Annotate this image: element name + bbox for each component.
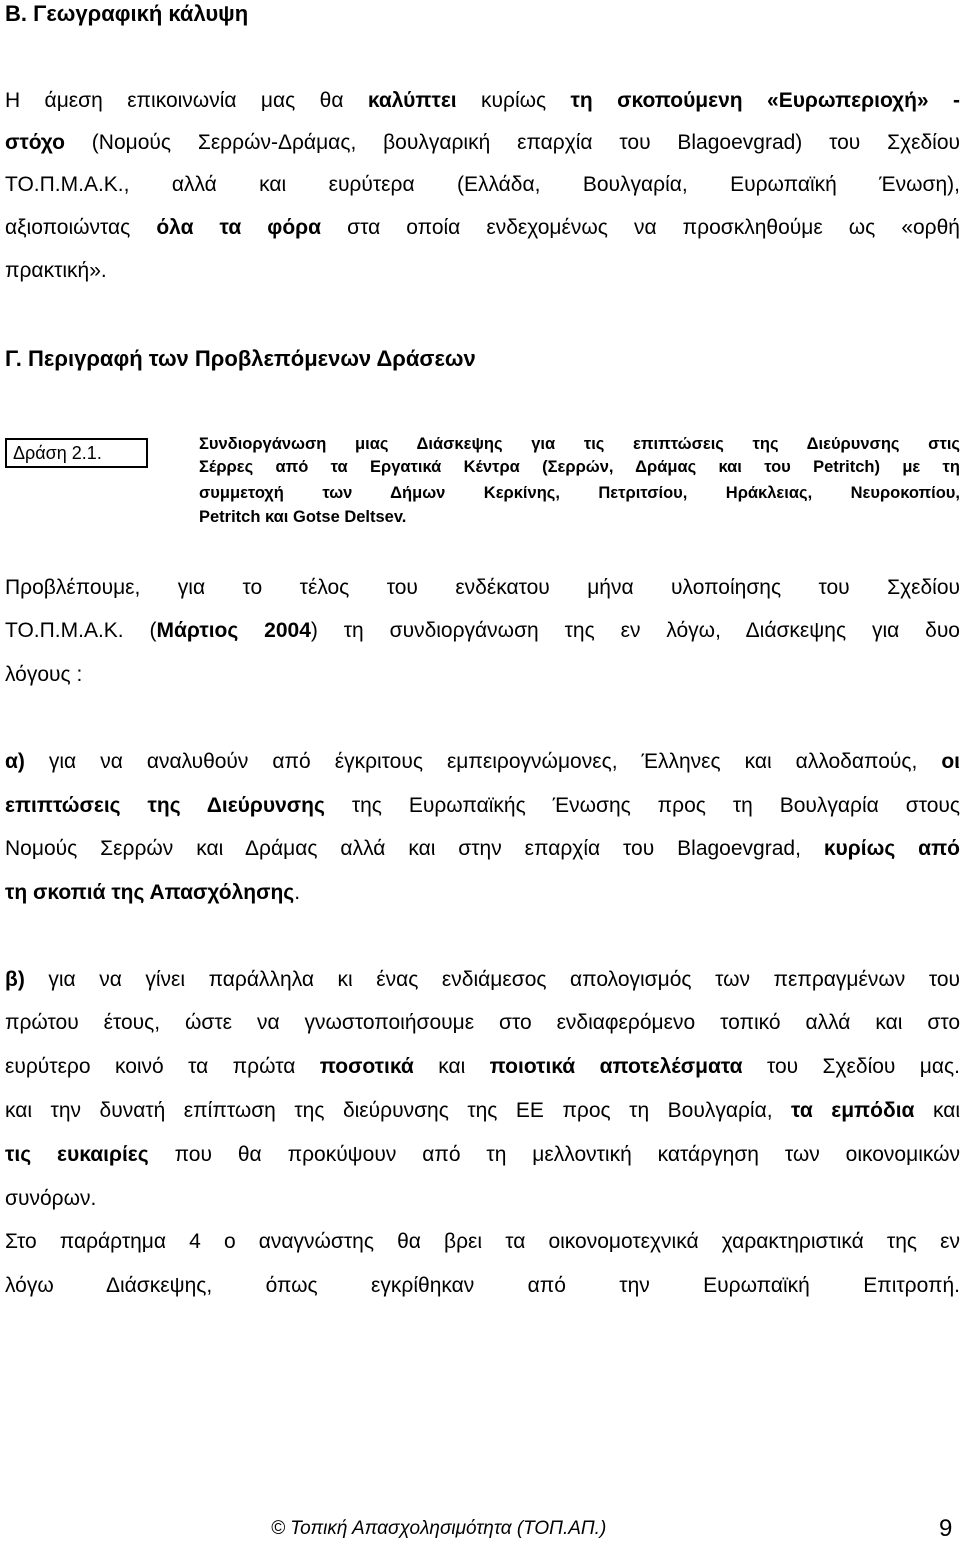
- bold-run: στόχο: [5, 131, 65, 154]
- section-g-heading: Γ. Περιγραφή των Προβλεπόμενων Δράσεων: [5, 346, 476, 371]
- text-run: και: [914, 1099, 960, 1122]
- paragraph-line: [5, 836, 960, 862]
- page-footer: © Τοπική Απασχολησιμότητα (ΤΟΠ.ΑΠ.): [271, 1518, 607, 1539]
- text-run: στα οποία ενδεχομένως να προσκληθούμε ως «ορθή: [321, 216, 960, 239]
- text-run: Η άμεση επικοινωνία μας θα: [5, 89, 368, 112]
- bold-run: ποσοτικά: [319, 1055, 414, 1078]
- paragraph-line: λόγω Διάσκεψης, όπως εγκρίθηκαν από την Ευρωπαϊκή Επιτροπή.: [5, 1274, 960, 1297]
- text-run: της Ευρωπαϊκής Ένωσης προς τη Βουλγαρία στους: [324, 794, 960, 817]
- bold-run: επιπτώσεις της Διεύρυνσης: [5, 794, 325, 817]
- paragraph-line: [5, 215, 960, 241]
- text-run: κυρίως: [456, 89, 571, 112]
- text-run: για να γίνει παράλληλα κι ένας ενδιάμεσος απολογισμός των πεπραγμένων του: [24, 968, 960, 991]
- text-run: και την δυνατή επίπτωση της διεύρυνσης της ΕΕ προς τη Βουλγαρία,: [5, 1099, 792, 1122]
- bold-run: τις ευκαιρίες: [5, 1143, 149, 1166]
- paragraph-line: [5, 88, 960, 114]
- text-run: αξιοποιώντας: [5, 216, 157, 239]
- paragraph-line: [5, 1142, 960, 1168]
- bold-run: Μάρτιος 2004: [156, 619, 311, 642]
- paragraph-line: [5, 1054, 960, 1080]
- action-description-line: Σέρρες από τα Εργατικά Κέντρα (Σερρών, Δράμας και του Petritch) με τη: [199, 458, 960, 476]
- action-description-line: Petritch και Gotse Deltsev.: [199, 508, 407, 526]
- bold-run: όλα τα φόρα: [156, 216, 322, 239]
- paragraph-line: πρακτική».: [5, 259, 107, 282]
- text-run: (Νομούς Σερρών-Δράμας, βουλγαρική επαρχία του Blagoevgrad) του Σχεδίου: [64, 131, 960, 154]
- section-b-heading: Β. Γεωγραφική κάλυψη: [5, 1, 249, 26]
- paragraph-line: Στο παράρτημα 4 ο αναγνώστης θα βρει τα οικονομοτεχνικά χαρακτηριστικά της εν: [5, 1230, 960, 1253]
- paragraph-line: πρώτου έτους, ώστε να γνωστοποιήσουμε στο ενδιαφερόμενο τοπικό αλλά και στο: [5, 1011, 960, 1034]
- paragraph-line: Προβλέπουμε, για το τέλος του ενδέκατου μήνα υλοποίησης του Σχεδίου: [5, 576, 960, 599]
- text-run: ) τη συνδιοργάνωση της εν λόγω, Διάσκεψης για δυο: [310, 619, 960, 642]
- action-label-box: Δράση 2.1.: [5, 438, 148, 468]
- paragraph-line: [5, 1098, 960, 1124]
- paragraph-line: [5, 880, 960, 906]
- action-description-line: συμμετοχή των Δήμων Κερκίνης, Πετριτσίου, Ηράκλειας, Νευροκοπίου,: [199, 484, 960, 502]
- paragraph-line: συνόρων.: [5, 1187, 97, 1210]
- bold-run: κυρίως από: [823, 837, 960, 860]
- text-run: του Σχεδίου μας.: [742, 1055, 960, 1078]
- paragraph-line: λόγους :: [5, 663, 83, 686]
- bold-run: α): [5, 750, 25, 773]
- text-run: ΤΟ.Π.Μ.Α.Κ. (: [5, 619, 157, 642]
- text-run: .: [294, 881, 301, 904]
- text-run: και: [413, 1055, 490, 1078]
- text-run: που θα προκύψουν από τη μελλοντική κατάργηση των οικονομικών: [148, 1143, 960, 1166]
- bold-run: ποιοτικά αποτελέσματα: [489, 1055, 743, 1078]
- text-run: για να αναλυθούν από έγκριτους εμπειρογνώμονες, Έλληνες και αλλοδαπούς,: [24, 750, 942, 773]
- bold-run: τη σκοπιά της Απασχόλησης: [5, 881, 295, 904]
- page-number: 9: [939, 1515, 953, 1542]
- bold-run: οι: [941, 750, 960, 773]
- paragraph-line: ΤΟ.Π.Μ.Α.Κ., αλλά και ευρύτερα (Ελλάδα, Βουλγαρία, Ευρωπαϊκή Ένωση),: [5, 173, 960, 196]
- paragraph-line: [5, 967, 960, 993]
- paragraph-line: [5, 793, 960, 819]
- paragraph-line: [5, 749, 960, 775]
- bold-run: τη σκοπούμενη «Ευρωπεριοχή» -: [570, 89, 960, 112]
- text-run: Νομούς Σερρών και Δράμας αλλά και στην επαρχία του Blagoevgrad,: [5, 837, 824, 860]
- bold-run: καλύπτει: [367, 89, 457, 112]
- text-run: ευρύτερο κοινό τα πρώτα: [5, 1055, 320, 1078]
- paragraph-line: [5, 130, 960, 156]
- bold-run: β): [5, 968, 25, 991]
- action-description-line: Συνδιοργάνωση μιας Διάσκεψης για τις επιπτώσεις της Διεύρυνσης στις: [199, 435, 960, 453]
- bold-run: τα εμπόδια: [791, 1099, 915, 1122]
- paragraph-line: [5, 618, 960, 644]
